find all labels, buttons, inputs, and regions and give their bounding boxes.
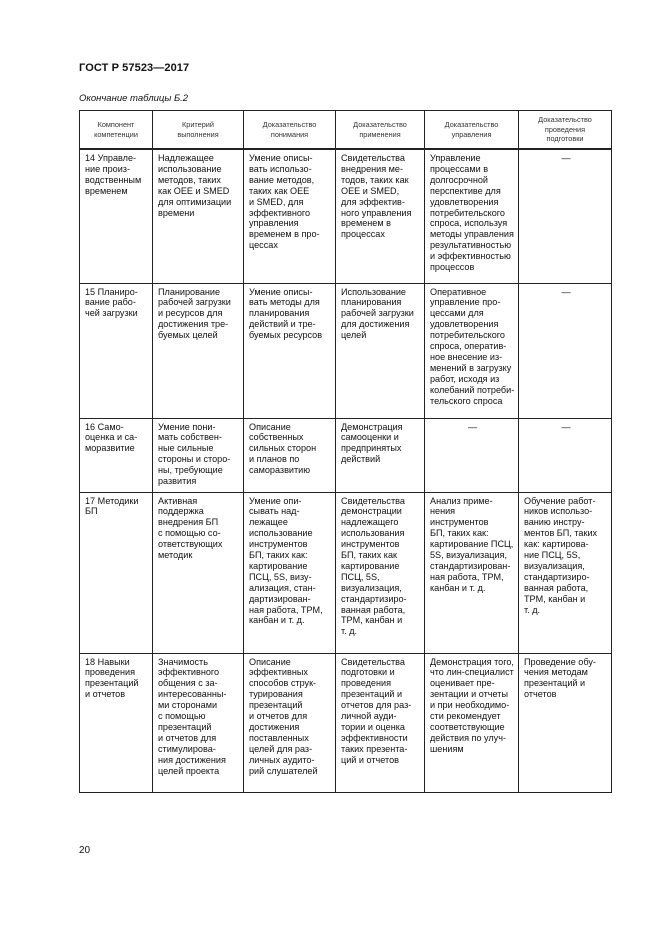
table-cell: Планирование рабочей загрузки и ресурсов для достижения тре- буемых целей: [153, 283, 244, 418]
column-header-component: Компонент компетенции: [80, 111, 153, 150]
table-cell: Проведение обу- чения методам презентаций и отчетов: [519, 653, 612, 792]
table-cell: —: [519, 283, 612, 418]
column-header-application: Доказательство применения: [336, 111, 425, 150]
table-cell: Умение описы- вать использо- вание методов, таких как OEE и SMED, для эффективного управления временем в про- цессах: [244, 149, 336, 283]
table-cell: Использование планирования рабочей загрузки для достижения целей: [336, 283, 425, 418]
column-header-criterion: Критерий выполнения: [153, 111, 244, 150]
table-cell: 17 Методики БП: [80, 492, 153, 653]
table-cell: Демонстрация самооценки и предпринятых действий: [336, 418, 425, 492]
table-cell: —: [519, 149, 612, 283]
table-row: [80, 149, 612, 283]
table-cell: Описание эффективных способов струк- турирования презентаций и отчетов для достижения поставленных целей для раз- личных аудито- рий слушателей: [244, 653, 336, 792]
table-caption: Окончание таблицы Б.2: [79, 93, 189, 104]
table-header-row: [80, 111, 612, 150]
table-cell: Надлежащее использование методов, таких как OEE и SMED для оптимизации времени: [153, 149, 244, 283]
table-cell: 14 Управле- ние произ- водственным временем: [80, 149, 153, 283]
table-cell: Обучение работ- ников использо- ванию инстру- ментов БП, таких как: картирова- ние ПСЦ, 5S, визуализация, стандартизиро- ванная работа, TPM, канбан и т. д.: [519, 492, 612, 653]
document-title: ГОСТ Р 57523—2017: [79, 62, 190, 74]
table-cell: Умение опи- сывать над- лежащее использование инструментов БП, таких как: картирование ПСЦ, 5S, визу- ализация, стан- дартизирован- ная работа, TPM, канбан и т. д.: [244, 492, 336, 653]
table-cell: Умение пони- мать собствен- ные сильные стороны и сторо- ны, требующие развития: [153, 418, 244, 492]
table-cell: Управление процессами в долгосрочной перспективе для удовлетворения потребительского спроса, используя методы управления результативностью и эффективностью процессов: [425, 149, 519, 283]
table-row: [80, 418, 612, 492]
table-cell: Значимость эффективного общения с за- интересованны- ми сторонами с помощью презентаций и отчетов для стимулирова- ния достижения целей проекта: [153, 653, 244, 792]
table-cell: 18 Навыки проведения презентаций и отчетов: [80, 653, 153, 792]
column-header-understanding: Доказательство понимания: [244, 111, 336, 150]
table-cell: Свидетельства внедрения ме- тодов, таких как OEE и SMED, для эффектив- ного управления временем в процессах: [336, 149, 425, 283]
table-cell: —: [519, 418, 612, 492]
page-number: 20: [79, 845, 91, 856]
table-cell: Свидетельства демонстрации надлежащего использования инструментов БП, таких как картирование ПСЦ, 5S, визуализация, стандартизиро- ванная работа, TPM, канбан и т. д.: [336, 492, 425, 653]
table-cell: —: [425, 418, 519, 492]
table-cell: Демонстрация того, что лин-специалист оценивает пре- зентации и отчеты и при необходимо- сти рекомендует соответствующие действия по улуч- шениям: [425, 653, 519, 792]
table-row: [80, 653, 612, 792]
column-header-management: Доказательство управления: [425, 111, 519, 150]
table-cell: 16 Само- оценка и са- моразвитие: [80, 418, 153, 492]
table-cell: Свидетельства подготовки и проведения презентаций и отчетов для раз- личной ауди- тории и оценка эффективности таких презента- ций и отчетов: [336, 653, 425, 792]
table-cell: Анализ приме- нения инструментов БП, таких как: картирование ПСЦ, 5S, визуализация, стандартизирован- ная работа, TPM, канбан и т. д.: [425, 492, 519, 653]
table-row: [80, 492, 612, 653]
table-cell: Умение описы- вать методы для планирования действий и тре- буемых ресурсов: [244, 283, 336, 418]
competence-table: [79, 110, 612, 793]
table-cell: Активная поддержка внедрения БП с помощью со- ответствующих методик: [153, 492, 244, 653]
table-row: [80, 283, 612, 418]
column-header-training: Доказательство проведения подготовки: [519, 111, 612, 150]
table-cell: Оперативное управление про- цессами для удовлетворения потребительского спроса, оператив- ное внесение из- менений в загрузку работ, исходя из колебаний потреби- тельского спроса: [425, 283, 519, 418]
table-cell: 15 Планиро- вание рабо- чей загрузки: [80, 283, 153, 418]
table-cell: Описание собственных сильных сторон и планов по саморазвитию: [244, 418, 336, 492]
